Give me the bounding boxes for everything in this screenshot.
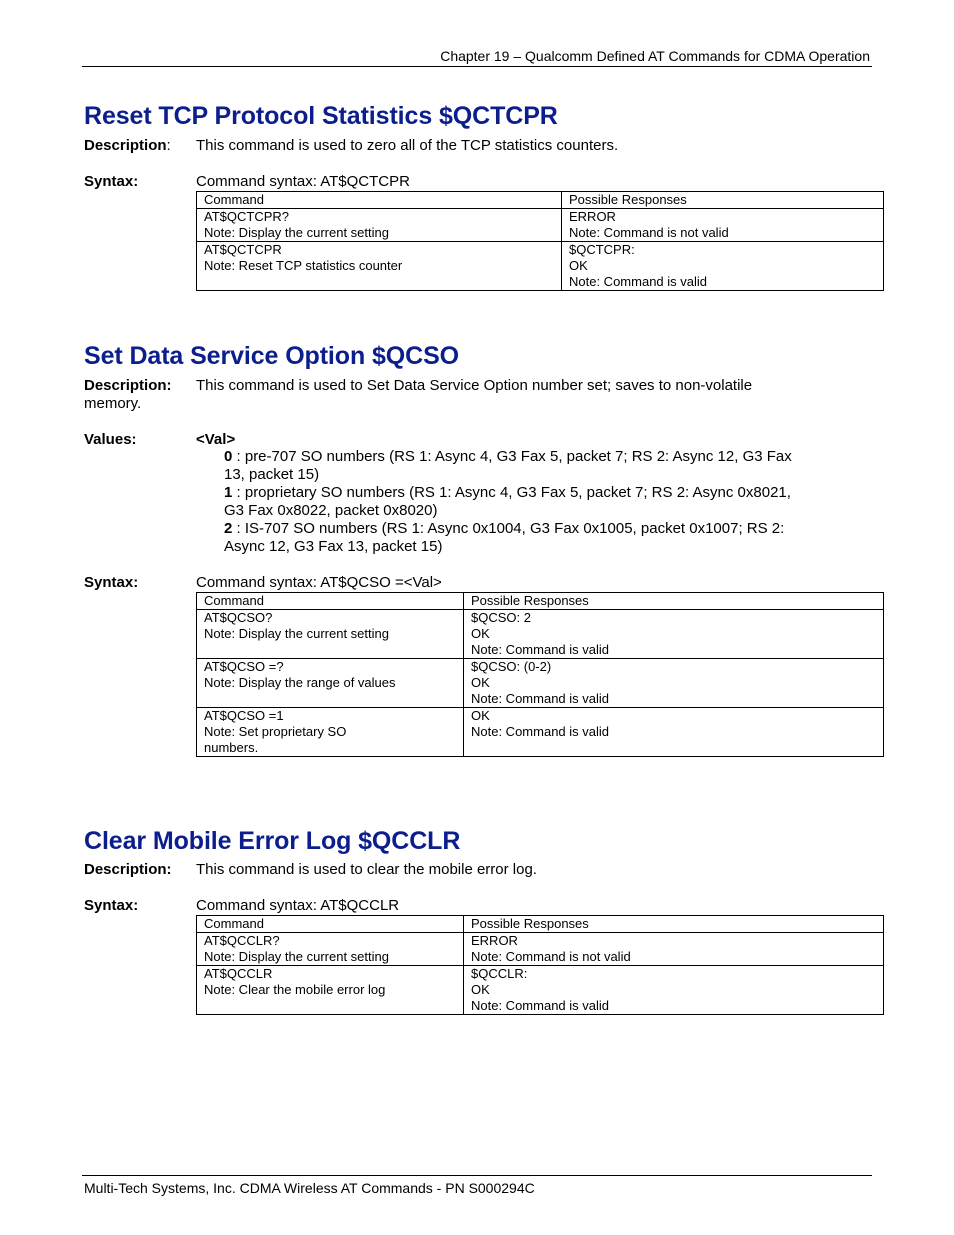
response-cell: $QCTCPR: OK Note: Command is valid: [562, 242, 884, 291]
description-label: Description:: [84, 377, 172, 394]
table-row: [197, 610, 884, 659]
section-title-qcclr: Clear Mobile Error Log $QCCLR: [84, 827, 461, 855]
footer-rule: [82, 1175, 872, 1176]
command-cell: AT$QCTCPR? Note: Display the current setting: [197, 209, 562, 242]
value-item: 0 : pre-707 SO numbers (RS 1: Async 4, G3 Fax 5, packet 7; RS 2: Async 12, G3 Fax: [224, 448, 792, 465]
command-cell: AT$QCCLR Note: Clear the mobile error log: [197, 966, 464, 1015]
values-list: [224, 448, 824, 556]
section-title-qctcpr: Reset TCP Protocol Statistics $QCTCPR: [84, 102, 558, 130]
table-row: [197, 966, 884, 1015]
command-cell: AT$QCTCPR Note: Reset TCP statistics counter: [197, 242, 562, 291]
syntax-text: Command syntax: AT$QCSO =<Val>: [196, 574, 442, 591]
column-header-command: Command: [197, 192, 562, 209]
command-table-qcclr: [196, 915, 884, 1015]
section-title-qcso: Set Data Service Option $QCSO: [84, 342, 459, 370]
value-item-continued: Async 12, G3 Fax 13, packet 15): [224, 538, 443, 555]
column-header-responses: Possible Responses: [464, 593, 884, 610]
description-label: Description:: [84, 861, 172, 878]
description-label: Description:: [84, 137, 171, 154]
description-text: This command is used to Set Data Service Option number set; saves to non-volatile: [196, 377, 753, 394]
table-row: [197, 659, 884, 708]
column-header-responses: Possible Responses: [464, 916, 884, 933]
header-rule: [82, 66, 872, 67]
syntax-label: Syntax:: [84, 897, 139, 914]
response-cell: ERROR Note: Command is not valid: [464, 933, 884, 966]
value-item-continued: 13, packet 15): [224, 466, 320, 483]
table-header-row: [197, 593, 884, 610]
values-param: <Val>: [196, 431, 236, 448]
column-header-responses: Possible Responses: [562, 192, 884, 209]
table-row: [197, 708, 884, 757]
description-text: This command is used to zero all of the TCP statistics counters.: [196, 137, 619, 154]
column-header-command: Command: [197, 593, 464, 610]
value-item-continued: G3 Fax 0x8022, packet 0x8020): [224, 502, 438, 519]
description-text: This command is used to clear the mobile error log.: [196, 861, 537, 878]
description-text-continued: memory.: [84, 395, 142, 412]
response-cell: $QCSO: (0-2) OK Note: Command is valid: [464, 659, 884, 708]
response-cell: ERROR Note: Command is not valid: [562, 209, 884, 242]
command-table-qcso: [196, 592, 884, 757]
syntax-label: Syntax:: [84, 173, 139, 190]
table-header-row: [197, 916, 884, 933]
response-cell: OK Note: Command is valid: [464, 708, 884, 757]
value-item: 2 : IS-707 SO numbers (RS 1: Async 0x1004, G3 Fax 0x1005, packet 0x1007; RS 2:: [224, 520, 785, 537]
command-cell: AT$QCSO? Note: Display the current setting: [197, 610, 464, 659]
command-cell: AT$QCSO =? Note: Display the range of values: [197, 659, 464, 708]
response-cell: $QCSO: 2 OK Note: Command is valid: [464, 610, 884, 659]
command-cell: AT$QCCLR? Note: Display the current setting: [197, 933, 464, 966]
table-header-row: [197, 192, 884, 209]
syntax-text: Command syntax: AT$QCTCPR: [196, 173, 410, 190]
column-header-command: Command: [197, 916, 464, 933]
page-header: Chapter 19 – Qualcomm Defined AT Commands for CDMA Operation: [440, 48, 870, 64]
response-cell: $QCCLR: OK Note: Command is valid: [464, 966, 884, 1015]
command-cell: AT$QCSO =1 Note: Set proprietary SO numbers.: [197, 708, 464, 757]
table-row: [197, 933, 884, 966]
table-row: [197, 209, 884, 242]
table-row: [197, 242, 884, 291]
command-table-qctcpr: [196, 191, 884, 291]
values-label: Values:: [84, 431, 137, 448]
syntax-label: Syntax:: [84, 574, 139, 591]
value-item: 1 : proprietary SO numbers (RS 1: Async 4, G3 Fax 5, packet 7; RS 2: Async 0x8021,: [224, 484, 791, 501]
page-footer: Multi-Tech Systems, Inc. CDMA Wireless AT Commands - PN S000294C: [84, 1180, 535, 1196]
syntax-text: Command syntax: AT$QCCLR: [196, 897, 400, 914]
